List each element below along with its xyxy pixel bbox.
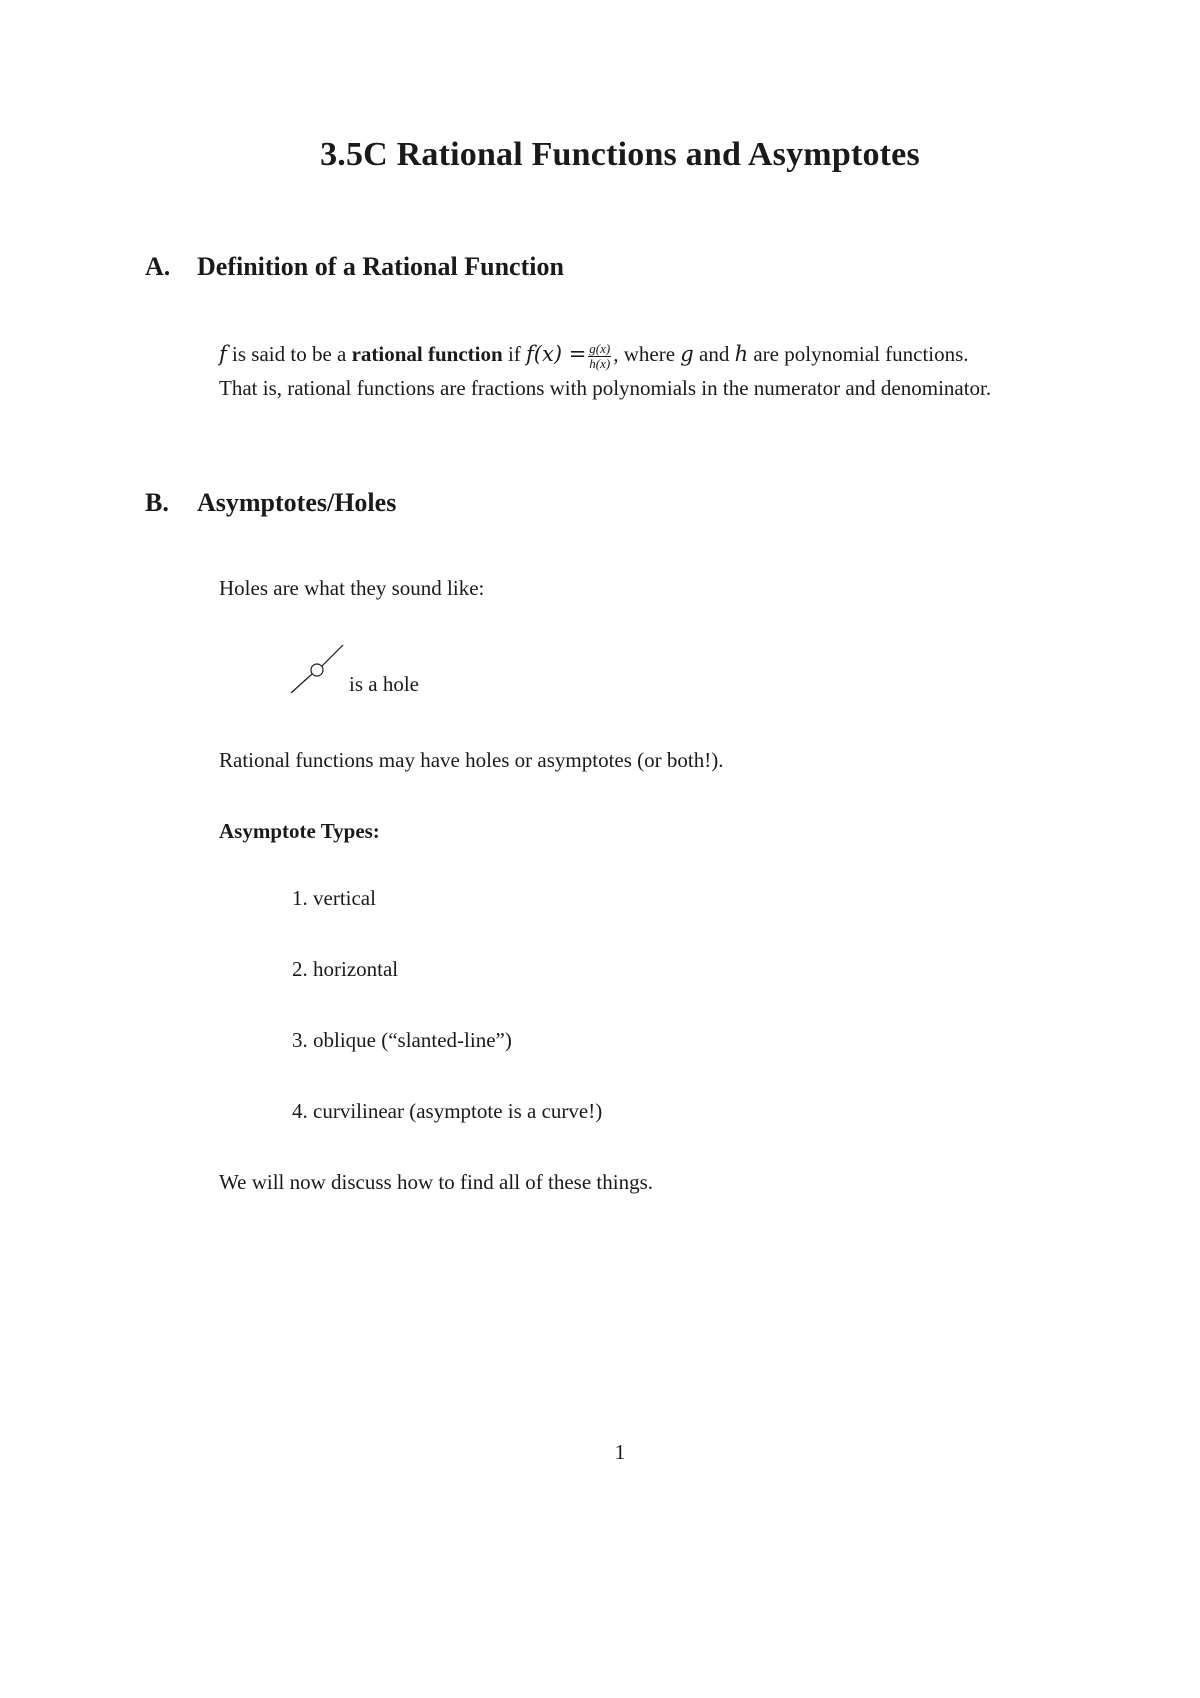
list-item: 3. oblique (“slanted-line”) (292, 1028, 512, 1052)
section-a-heading (145, 252, 564, 282)
hole-label: is a hole (349, 672, 419, 696)
def-text-c: , where (613, 342, 681, 366)
list-item: 4. curvilinear (asymptote is a curve!) (292, 1099, 603, 1123)
holes-intro: Holes are what they sound like: (219, 576, 485, 600)
f-symbol: f (219, 342, 227, 366)
section-b-letter: B. (145, 488, 169, 517)
section-b-title: Asymptotes/Holes (197, 488, 397, 517)
fraction-denominator: h(x) (589, 355, 611, 371)
fx-expression: f(x) = (526, 342, 587, 366)
hole-line-upper (322, 645, 343, 666)
fraction-g-over-h (588, 342, 611, 371)
definition-line-1 (219, 338, 969, 371)
fraction-numerator: g(x) (589, 340, 611, 356)
hole-diagram (287, 636, 357, 696)
def-text-d: and (693, 342, 735, 366)
h-symbol: h (734, 342, 749, 366)
asymptote-types-heading: Asymptote Types: (219, 819, 380, 843)
def-text-e: are polynomial functions. (748, 342, 969, 366)
definition-line-2: That is, rational functions are fractions with polynomials in the numerator and denominator. (219, 376, 992, 400)
section-a-letter: A. (145, 252, 171, 281)
def-text-a: is said to be a (226, 342, 352, 366)
may-have-text: Rational functions may have holes or asymptotes (or both!). (219, 748, 724, 772)
hole-line-lower (291, 674, 312, 693)
section-a-title: Definition of a Rational Function (197, 252, 564, 281)
g-symbol: g (680, 342, 694, 366)
list-item: 1. vertical (292, 886, 376, 910)
rational-function-term: rational function (351, 342, 503, 366)
open-circle (311, 664, 323, 676)
page-number: 1 (614, 1440, 626, 1464)
list-item: 2. horizontal (292, 957, 399, 981)
section-b-heading (145, 488, 396, 518)
closing-text: We will now discuss how to find all of these things. (219, 1170, 654, 1194)
def-text-b: if (502, 342, 527, 366)
page-title: 3.5C Rational Functions and Asymptotes (320, 136, 920, 173)
